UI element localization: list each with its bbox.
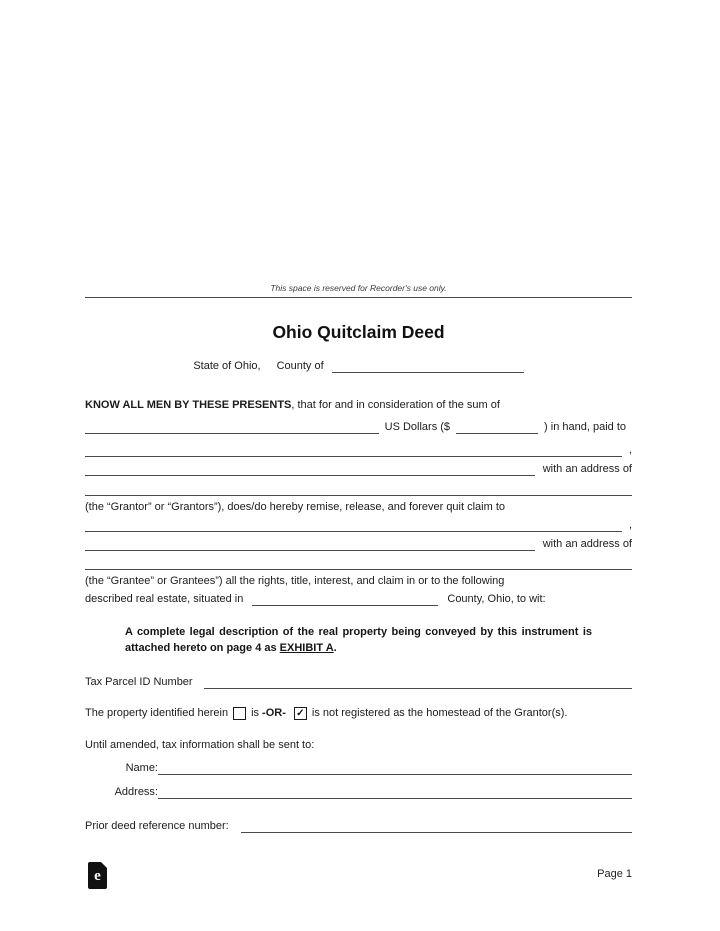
eforms-brand-glyph: e	[94, 867, 101, 884]
homestead-row	[85, 706, 632, 721]
name-label: Name:	[125, 762, 158, 774]
address-field[interactable]	[158, 786, 632, 799]
presents-bold-text: KNOW ALL MEN BY THESE PRESENTS	[85, 399, 292, 411]
grantor-clause-text: (the “Grantor” or “Grantors”), does/do hereby remise, release, and forever quit claim to	[85, 501, 506, 513]
check-icon: ✓	[296, 708, 305, 719]
consideration-row	[85, 421, 632, 434]
prior-deed-field[interactable]	[241, 820, 632, 833]
grantor-address-rest-field[interactable]	[85, 483, 632, 496]
grantee-name-field[interactable]	[85, 519, 622, 532]
grantor-name-row	[85, 444, 632, 457]
grantor-name-field[interactable]	[85, 444, 622, 457]
grantee-address-row	[85, 538, 632, 551]
prior-deed-label: Prior deed reference number:	[85, 820, 229, 832]
county-ohio-label: County, Ohio, to wit:	[447, 593, 546, 605]
tax-info-address-row	[85, 786, 632, 799]
homestead-is-label: is	[251, 707, 260, 719]
homestead-is-checkbox[interactable]	[233, 707, 246, 720]
page-number: Page 1	[597, 868, 632, 880]
situated-label: described real estate, situated in	[85, 593, 244, 605]
situated-county-field[interactable]	[252, 593, 438, 606]
state-county-row	[85, 360, 632, 373]
address-label: Address:	[114, 786, 158, 798]
homestead-suffix: is not registered as the homestead of the Grantor(s).	[311, 707, 568, 719]
recorder-note: This space is reserved for Recorder's use only.	[270, 283, 447, 293]
grantee-address-rest-field[interactable]	[85, 557, 632, 570]
state-label: State of Ohio,	[193, 360, 261, 372]
legal-description-paragraph	[125, 625, 592, 656]
trailing-comma-2: ,	[628, 519, 632, 531]
homestead-or-label: -OR-	[262, 707, 286, 719]
grantor-address-row	[85, 463, 632, 476]
grantee-name-row	[85, 519, 632, 532]
in-hand-label: ) in hand, paid to	[544, 421, 626, 433]
recorder-use-strip	[85, 283, 632, 298]
tax-parcel-row	[85, 676, 632, 689]
legal-description-text: A complete legal description of the real property being conveyed by this instrument is attached hereto on page 4 as	[125, 626, 592, 654]
county-field[interactable]	[332, 360, 524, 373]
homestead-is-not-checkbox[interactable]	[294, 707, 307, 720]
legal-description-period: .	[333, 641, 337, 654]
homestead-prefix: The property identified herein	[85, 707, 229, 719]
with-address-label-1: with an address of	[542, 463, 632, 475]
page-title: Ohio Quitclaim Deed	[272, 322, 445, 342]
situated-row	[85, 593, 632, 606]
trailing-comma: ,	[628, 444, 632, 456]
tax-info-name-row	[85, 762, 632, 775]
page-fold-icon	[101, 862, 107, 868]
with-address-label-2: with an address of	[542, 538, 632, 550]
exhibit-a-reference: EXHIBIT A	[279, 641, 334, 654]
name-field[interactable]	[158, 762, 632, 775]
tax-parcel-label: Tax Parcel ID Number	[85, 676, 193, 688]
grantee-address-field[interactable]	[85, 538, 535, 551]
tax-parcel-field[interactable]	[204, 676, 632, 689]
amount-number-field[interactable]	[456, 421, 538, 434]
county-of-label: County of	[276, 360, 324, 372]
eforms-logo-icon	[88, 862, 107, 889]
prior-deed-row	[85, 820, 632, 833]
amount-words-field[interactable]	[85, 421, 379, 434]
grantor-address-field[interactable]	[85, 463, 535, 476]
tax-info-intro: Until amended, tax information shall be sent to:	[85, 739, 315, 751]
us-dollars-label: US Dollars ($	[384, 421, 451, 433]
grantee-clause-text: (the “Grantee” or Grantees”) all the rights, title, interest, and claim in or to the following	[85, 575, 505, 587]
presents-line	[85, 399, 632, 411]
presents-rest-text: , that for and in consideration of the sum of	[291, 399, 500, 411]
